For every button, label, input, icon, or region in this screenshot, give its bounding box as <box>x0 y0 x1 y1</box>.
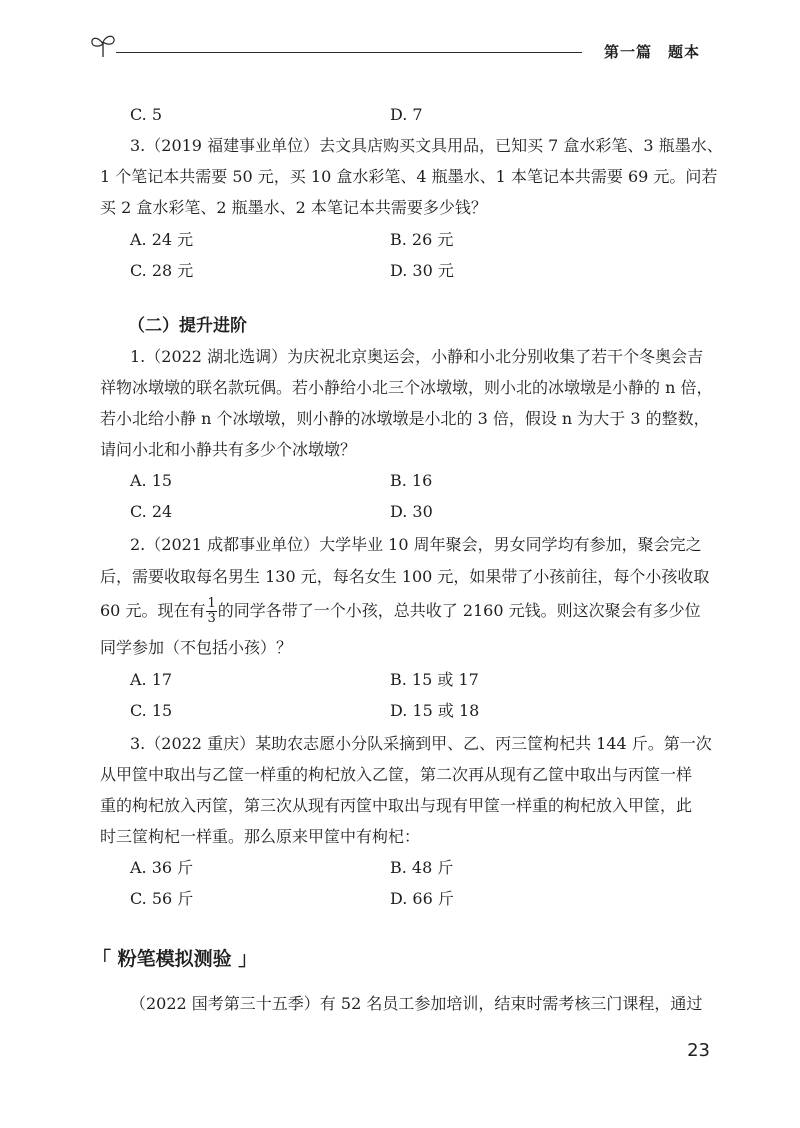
question-text: 买 2 盒水彩笔、2 瓶墨水、2 本笔记本共需要多少钱？ <box>100 198 487 217</box>
question-text: 3.（2022 重庆）某助农志愿小分队采摘到甲、乙、丙三筐枸杞共 144 斤。第一次 <box>130 734 712 753</box>
page-number: 23 <box>687 1040 710 1061</box>
question-text: 请问小北和小静共有多少个冰墩墩？ <box>100 440 357 459</box>
option-c: C. 5 <box>130 105 163 124</box>
option-c: C. 56 斤 <box>130 889 194 908</box>
option-a: A. 17 <box>130 670 173 689</box>
option-b: B. 16 <box>390 471 433 490</box>
option-b: B. 48 斤 <box>390 858 454 877</box>
option-a: A. 15 <box>130 471 173 490</box>
question-text: 重的枸杞放入丙筐，第三次从现有丙筐中取出与现有甲筐一样重的枸杞放入甲筐，此 <box>100 796 693 815</box>
section-heading: （二）提升进阶 <box>128 316 247 336</box>
option-c: C. 15 <box>130 701 173 720</box>
option-c: C. 24 <box>130 502 173 521</box>
option-d: D. 30 <box>390 502 433 521</box>
fraction-denominator: 3 <box>207 611 216 626</box>
question-text: 2.（2021 成都事业单位）大学毕业 10 周年聚会，男女同学均有参加，聚会完之 <box>130 535 702 554</box>
sprout-icon <box>88 32 118 58</box>
option-d: D. 30 元 <box>390 261 454 280</box>
question-text: 3.（2019 福建事业单位）去文具店购买文具用品，已知买 7 盒水彩笔、3 瓶墨水、 <box>130 136 723 155</box>
option-b: B. 26 元 <box>390 230 454 249</box>
question-text: 时三筐枸杞一样重。那么原来甲筐中有枸杞： <box>100 827 421 846</box>
question-text-segment: 的同学各带了一个小孩，总共收了 2160 元钱。则这次聚会有多少位 <box>217 601 701 620</box>
question-text: 同学参加（不包括小孩）？ <box>100 638 293 657</box>
question-text-segment: 60 元。现在有 <box>100 601 206 620</box>
mock-test-heading: 「 粉笔模拟测验 」 <box>92 948 258 970</box>
option-d: D. 66 斤 <box>390 889 454 908</box>
option-d: D. 15 或 18 <box>390 701 480 720</box>
question-text: （2022 国考第三十五季）有 52 名员工参加培训，结束时需考核三门课程，通过 <box>130 994 703 1013</box>
option-d: D. 7 <box>390 105 423 124</box>
question-text: 1.（2022 湖北选调）为庆祝北京奥运会，小静和小北分别收集了若干个冬奥会吉 <box>130 347 704 366</box>
question-text: 1 个笔记本共需要 50 元，买 10 盒水彩笔、4 瓶墨水、1 本笔记本共需要 69 元。问若 <box>100 167 718 186</box>
header-rule <box>116 52 582 53</box>
header-title: 第一篇 题本 <box>603 43 700 61</box>
option-a: A. 36 斤 <box>130 858 194 877</box>
question-text: 从甲筐中取出与乙筐一样重的枸杞放入乙筐，第二次再从现有乙筐中取出与丙筐一样 <box>100 765 693 784</box>
page-header <box>88 32 700 62</box>
question-text: 祥物冰墩墩的联名款玩偶。若小静给小北三个冰墩墩，则小北的冰墩墩是小静的 n 倍， <box>100 378 713 397</box>
question-text: 后，需要收取每名男生 130 元，每名女生 100 元，如果带了小孩前往，每个小孩收取 <box>100 567 710 586</box>
question-text: 若小北给小静 n 个冰墩墩，则小静的冰墩墩是小北的 3 倍，假设 n 为大于 3 的整数， <box>100 409 710 428</box>
option-b: B. 15 或 17 <box>390 670 479 689</box>
option-c: C. 28 元 <box>130 261 194 280</box>
question-text-with-fraction <box>100 597 701 626</box>
fraction-numerator: 1 <box>207 596 216 611</box>
fraction <box>206 597 216 626</box>
option-a: A. 24 元 <box>130 230 194 249</box>
